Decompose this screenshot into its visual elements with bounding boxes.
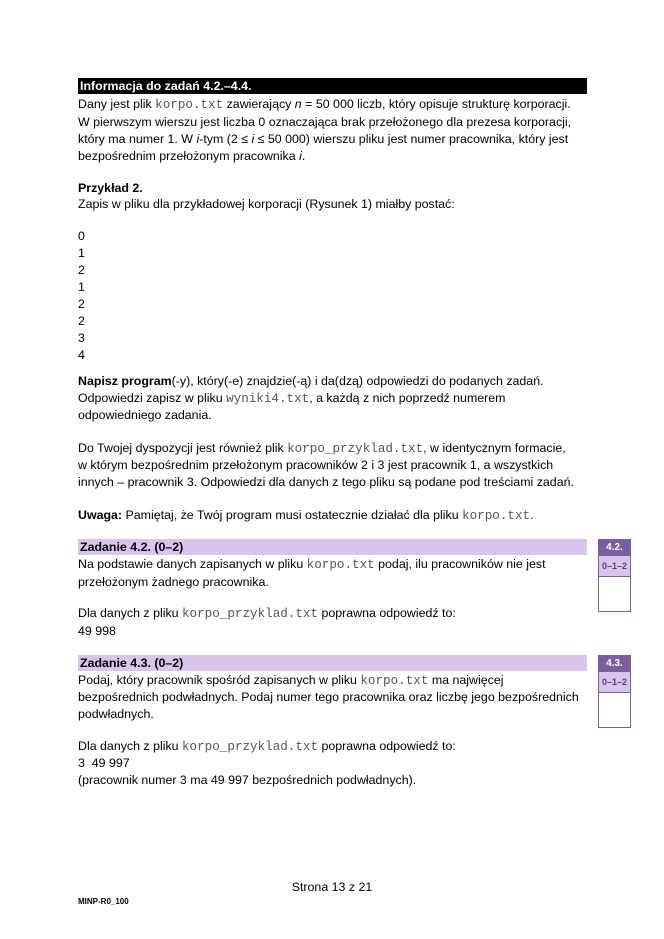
example-value: 3 bbox=[78, 331, 85, 345]
file-name: korpo_przyklad.txt bbox=[287, 442, 424, 456]
task-4-3-answer-intro: Dla danych z pliku korpo_przyklad.txt poprawna odpowiedź to: bbox=[78, 739, 456, 754]
score-points: 0–1–2 bbox=[599, 672, 630, 693]
note-line: Uwaga: Pamiętaj, że Twój program musi ostatecznie działać dla pliku korpo.txt. bbox=[78, 508, 534, 523]
info-paragraph-line-1: Dany jest plik korpo.txt zawierający n = 50 000 liczb, który opisuje strukturę korporacji. bbox=[78, 97, 571, 112]
file-name: korpo_przyklad.txt bbox=[182, 740, 319, 754]
write-program-line-1: Napisz program(-y), który(-e) znajdzie(-ą) i da(dzą) odpowiedzi do podanych zadań. bbox=[78, 374, 544, 388]
task-4-2-score-box bbox=[598, 539, 631, 612]
task-4-3-answer-note: (pracownik numer 3 ma 49 997 bezpośrednich podwładnych). bbox=[78, 773, 417, 787]
file-name: korpo.txt bbox=[306, 558, 375, 572]
task-4-2-heading: Zadanie 4.2. (0–2) bbox=[78, 539, 587, 555]
score-task-number: 4.3. bbox=[599, 656, 630, 672]
score-entry-field bbox=[599, 577, 630, 611]
task-4-2-answer-intro: Dla danych z pliku korpo_przyklad.txt poprawna odpowiedź to: bbox=[78, 606, 456, 621]
extra-file-line-2: w którym bezpośrednim przełożonym pracowników 2 i 3 jest pracownik 1, a wszystkich bbox=[78, 458, 554, 472]
extra-file-line-3: innych – pracownik 3. Odpowiedzi dla danych z tego pliku są podane pod treściami zadań. bbox=[78, 475, 574, 489]
example-value: 1 bbox=[78, 280, 85, 294]
example-value: 2 bbox=[78, 314, 85, 328]
info-paragraph-line-4: bezpośrednim przełożonym pracownika i. bbox=[78, 149, 306, 163]
info-paragraph-line-2: W pierwszym wierszu jest liczba 0 oznaczająca brak przełożonego dla prezesa korporacji, bbox=[78, 115, 572, 129]
example-text: Zapis w pliku dla przykładowej korporacji (Rysunek 1) miałby postać: bbox=[78, 197, 455, 211]
info-heading: Informacja do zadań 4.2.–4.4. bbox=[78, 78, 587, 94]
task-4-3-heading: Zadanie 4.3. (0–2) bbox=[78, 655, 587, 671]
example-value: 2 bbox=[78, 297, 85, 311]
task-4-3-line-2: bezpośrednich podwładnych. Podaj numer tego pracownika oraz liczbę jego bezpośrednich bbox=[78, 690, 579, 704]
example-value: 0 bbox=[78, 229, 85, 243]
info-paragraph-line-3: który ma numer 1. W i-tym (2 ≤ i ≤ 50 000) wierszu pliku jest numer pracownika, który jest bbox=[78, 132, 569, 146]
file-name: korpo.txt bbox=[155, 98, 224, 112]
task-4-2-line-2: przełożonym żadnego pracownika. bbox=[78, 575, 269, 589]
file-name: wyniki4.txt bbox=[226, 392, 310, 406]
score-points: 0–1–2 bbox=[599, 556, 630, 577]
write-program-line-2: Odpowiedzi zapisz w pliku wyniki4.txt, a każdą z nich poprzedź numerem bbox=[78, 391, 506, 406]
exam-code: MINP-R0_100 bbox=[78, 897, 129, 906]
example-value: 2 bbox=[78, 263, 85, 277]
task-4-2-line-1: Na podstawie danych zapisanych w pliku korpo.txt podaj, ilu pracowników nie jest bbox=[78, 557, 546, 572]
example-value: 4 bbox=[78, 348, 85, 362]
page-number: Strona 13 z 21 bbox=[291, 880, 373, 894]
score-entry-field bbox=[599, 693, 630, 727]
example-title: Przykład 2. bbox=[78, 181, 143, 195]
file-name: korpo_przyklad.txt bbox=[182, 607, 319, 621]
example-value: 1 bbox=[78, 246, 85, 260]
extra-file-line-1: Do Twojej dyspozycji jest również plik korpo_przyklad.txt, w identycznym formacie, bbox=[78, 441, 566, 456]
task-4-3-score-box bbox=[598, 655, 631, 728]
task-4-3-line-1: Podaj, który pracownik spośród zapisanych w pliku korpo.txt ma najwięcej bbox=[78, 673, 504, 688]
file-name: korpo.txt bbox=[360, 674, 429, 688]
task-4-3-line-3: podwładnych. bbox=[78, 707, 154, 721]
score-task-number: 4.2. bbox=[599, 540, 630, 556]
task-4-2-answer: 49 998 bbox=[78, 624, 116, 638]
write-program-line-3: odpowiedniego zadania. bbox=[78, 408, 212, 422]
task-4-3-answer: 3 49 997 bbox=[78, 756, 130, 770]
file-name: korpo.txt bbox=[462, 509, 531, 523]
